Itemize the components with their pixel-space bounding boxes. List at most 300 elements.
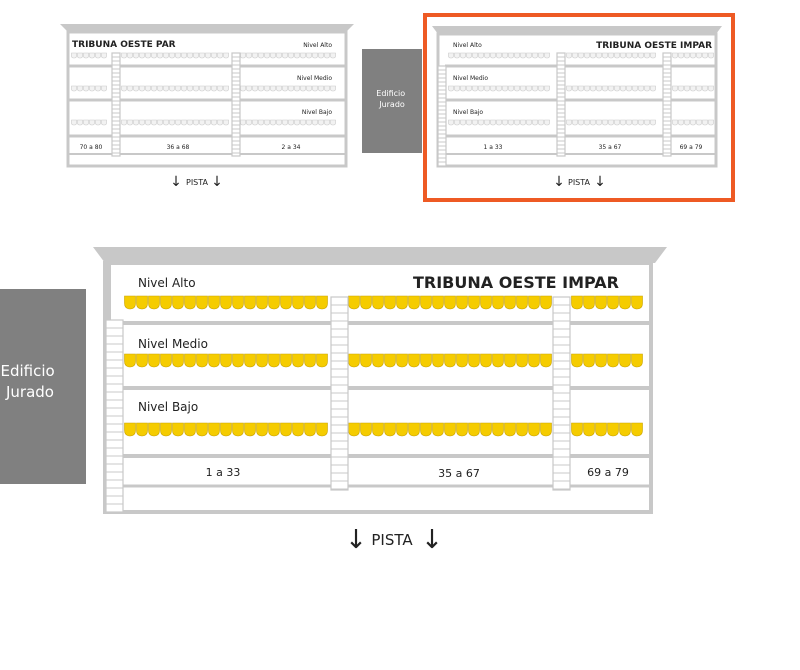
seat xyxy=(172,354,183,367)
seat xyxy=(541,296,552,309)
seat xyxy=(325,53,330,58)
seat xyxy=(639,53,644,58)
seat xyxy=(257,354,268,367)
seat xyxy=(283,53,288,58)
seat xyxy=(645,53,650,58)
seat xyxy=(584,423,595,436)
seat xyxy=(244,423,255,436)
seat xyxy=(691,86,696,91)
seat xyxy=(709,86,714,91)
seat xyxy=(259,86,264,91)
jury-building-line: Jurado xyxy=(379,100,405,109)
seat xyxy=(307,120,312,125)
seat xyxy=(515,53,520,58)
seat xyxy=(72,53,77,58)
seat xyxy=(627,86,632,91)
seat xyxy=(633,53,638,58)
seat xyxy=(206,86,211,91)
seat xyxy=(529,354,540,367)
seat xyxy=(409,423,420,436)
seat xyxy=(533,53,538,58)
seat xyxy=(244,296,255,309)
seat xyxy=(172,423,183,436)
seat xyxy=(212,86,217,91)
detail-view xyxy=(0,247,667,555)
seat xyxy=(627,120,632,125)
seat xyxy=(313,120,318,125)
seat xyxy=(295,86,300,91)
seat xyxy=(218,53,223,58)
seat xyxy=(467,53,472,58)
seat xyxy=(361,354,372,367)
seat xyxy=(206,53,211,58)
seat xyxy=(152,120,157,125)
seat xyxy=(277,53,282,58)
seat xyxy=(585,120,590,125)
seat xyxy=(128,86,133,91)
seat xyxy=(253,86,258,91)
seat xyxy=(281,423,292,436)
seat xyxy=(176,53,181,58)
seat xyxy=(146,86,151,91)
arrow-down-icon: ↓ xyxy=(553,174,565,190)
seat xyxy=(481,296,492,309)
level-label-alto: Nivel Alto xyxy=(138,276,196,290)
pista-label: PISTA xyxy=(186,178,208,187)
seat xyxy=(281,354,292,367)
seat xyxy=(96,53,101,58)
seat xyxy=(158,120,163,125)
seat xyxy=(385,296,396,309)
seat xyxy=(397,354,408,367)
seat xyxy=(194,120,199,125)
arrow-down-icon: ↓ xyxy=(211,174,223,190)
section-label: 2 a 34 xyxy=(281,144,301,151)
seat xyxy=(632,354,643,367)
seat xyxy=(361,423,372,436)
seat xyxy=(78,86,83,91)
seat xyxy=(461,86,466,91)
seat xyxy=(445,296,456,309)
seat xyxy=(579,86,584,91)
seat xyxy=(200,120,205,125)
seat xyxy=(289,53,294,58)
seat xyxy=(72,120,77,125)
seat xyxy=(277,86,282,91)
seat xyxy=(633,86,638,91)
seat xyxy=(134,53,139,58)
seat xyxy=(469,354,480,367)
seat xyxy=(208,296,219,309)
section-label: 69 a 79 xyxy=(587,466,629,479)
seat xyxy=(603,120,608,125)
seat xyxy=(539,53,544,58)
stand-title: TRIBUNA OESTE IMPAR xyxy=(412,273,619,292)
seat xyxy=(479,120,484,125)
seat xyxy=(305,354,316,367)
seat xyxy=(134,120,139,125)
overview-stand-par[interactable] xyxy=(60,24,354,190)
seat xyxy=(603,86,608,91)
seat xyxy=(188,86,193,91)
seat xyxy=(572,296,583,309)
seat xyxy=(269,296,280,309)
seat xyxy=(349,423,360,436)
seat xyxy=(220,354,231,367)
seat xyxy=(397,423,408,436)
seat xyxy=(373,423,384,436)
seat xyxy=(521,53,526,58)
seat xyxy=(515,86,520,91)
seat xyxy=(385,354,396,367)
section-label: 70 a 80 xyxy=(79,144,103,151)
seat xyxy=(545,53,550,58)
seat xyxy=(349,354,360,367)
seat xyxy=(90,53,95,58)
seat xyxy=(122,53,127,58)
seat xyxy=(385,423,396,436)
seat xyxy=(182,86,187,91)
seat-rows xyxy=(72,53,336,125)
seat xyxy=(621,53,626,58)
seat xyxy=(283,120,288,125)
seat xyxy=(455,86,460,91)
seat xyxy=(573,53,578,58)
level-label-medio: Nivel Medio xyxy=(453,75,488,82)
seat xyxy=(241,120,246,125)
seat xyxy=(241,86,246,91)
seat xyxy=(620,354,631,367)
seat xyxy=(609,53,614,58)
seat xyxy=(96,86,101,91)
seat xyxy=(84,53,89,58)
seat xyxy=(247,53,252,58)
seat xyxy=(208,423,219,436)
section-label: 1 a 33 xyxy=(205,466,241,479)
seat xyxy=(128,120,133,125)
seat xyxy=(172,296,183,309)
seat xyxy=(140,53,145,58)
seat xyxy=(697,120,702,125)
seat xyxy=(184,354,195,367)
seat xyxy=(455,120,460,125)
seat xyxy=(218,86,223,91)
seat xyxy=(136,423,147,436)
seat xyxy=(485,86,490,91)
seat xyxy=(277,120,282,125)
seat xyxy=(651,53,656,58)
seat xyxy=(397,296,408,309)
seat xyxy=(136,354,147,367)
seat xyxy=(497,120,502,125)
seat xyxy=(140,120,145,125)
seat xyxy=(148,354,159,367)
seat xyxy=(170,53,175,58)
seat xyxy=(473,120,478,125)
seat xyxy=(319,120,324,125)
seat xyxy=(457,423,468,436)
seat xyxy=(200,86,205,91)
seat xyxy=(584,354,595,367)
seat xyxy=(140,86,145,91)
seat xyxy=(208,354,219,367)
seat xyxy=(697,86,702,91)
stairs xyxy=(112,53,240,156)
seat xyxy=(615,86,620,91)
seat xyxy=(633,120,638,125)
seat xyxy=(697,53,702,58)
seat xyxy=(78,120,83,125)
overview-stand-impar[interactable] xyxy=(425,15,733,200)
seat xyxy=(164,86,169,91)
seat xyxy=(445,423,456,436)
seat xyxy=(621,120,626,125)
seat xyxy=(232,296,243,309)
seat xyxy=(709,120,714,125)
section-label: 35 a 67 xyxy=(598,144,622,151)
seat xyxy=(449,120,454,125)
seat xyxy=(331,86,336,91)
seat xyxy=(651,86,656,91)
seat xyxy=(265,86,270,91)
seat xyxy=(289,120,294,125)
seat xyxy=(473,53,478,58)
seat xyxy=(645,86,650,91)
jury-building-line: Edificio xyxy=(0,362,55,380)
seat xyxy=(170,120,175,125)
seat xyxy=(505,296,516,309)
seat xyxy=(259,53,264,58)
seat xyxy=(194,86,199,91)
seat xyxy=(491,53,496,58)
seat xyxy=(621,86,626,91)
seat xyxy=(541,354,552,367)
arrow-down-icon: ↓ xyxy=(345,525,367,555)
seat xyxy=(591,86,596,91)
seat xyxy=(301,120,306,125)
seat xyxy=(293,354,304,367)
seat xyxy=(527,120,532,125)
seat xyxy=(160,296,171,309)
roof xyxy=(93,247,667,263)
seat xyxy=(293,296,304,309)
seat xyxy=(461,120,466,125)
seat xyxy=(597,86,602,91)
seat xyxy=(313,86,318,91)
seat xyxy=(247,120,252,125)
seat xyxy=(579,120,584,125)
seat xyxy=(596,354,607,367)
seat xyxy=(591,120,596,125)
seat xyxy=(608,354,619,367)
seat xyxy=(573,86,578,91)
seat xyxy=(533,86,538,91)
seat xyxy=(331,53,336,58)
seat xyxy=(176,120,181,125)
seat xyxy=(319,86,324,91)
seat xyxy=(529,296,540,309)
seat xyxy=(196,423,207,436)
seat xyxy=(124,296,135,309)
seat xyxy=(673,120,678,125)
seat xyxy=(493,423,504,436)
seat xyxy=(212,120,217,125)
seat xyxy=(182,53,187,58)
seat xyxy=(691,120,696,125)
seat xyxy=(90,120,95,125)
seat xyxy=(283,86,288,91)
seat xyxy=(479,86,484,91)
seat xyxy=(527,53,532,58)
seat xyxy=(679,53,684,58)
level-label-bajo: Nivel Bajo xyxy=(453,109,484,116)
seat xyxy=(224,86,229,91)
seat xyxy=(271,120,276,125)
seat xyxy=(188,120,193,125)
seat xyxy=(136,296,147,309)
seat xyxy=(160,354,171,367)
seat xyxy=(632,423,643,436)
section-label: 35 a 67 xyxy=(438,467,480,480)
seat xyxy=(325,86,330,91)
seat xyxy=(257,296,268,309)
arrow-down-icon: ↓ xyxy=(170,174,182,190)
seat xyxy=(620,423,631,436)
seat xyxy=(313,53,318,58)
seat xyxy=(473,86,478,91)
seat xyxy=(349,296,360,309)
seat xyxy=(317,423,328,436)
seat xyxy=(685,120,690,125)
seat xyxy=(224,53,229,58)
seat xyxy=(469,296,480,309)
seat xyxy=(585,86,590,91)
seat xyxy=(269,423,280,436)
seat xyxy=(212,53,217,58)
seat xyxy=(128,53,133,58)
pista-label: PISTA xyxy=(568,178,590,187)
seat xyxy=(241,53,246,58)
section-label: 1 a 33 xyxy=(483,144,503,151)
seat xyxy=(539,86,544,91)
seat xyxy=(373,354,384,367)
seat xyxy=(164,53,169,58)
seat xyxy=(509,120,514,125)
seat xyxy=(679,120,684,125)
seat xyxy=(591,53,596,58)
seat xyxy=(182,120,187,125)
seat xyxy=(224,120,229,125)
seat xyxy=(608,296,619,309)
seat xyxy=(573,120,578,125)
seat xyxy=(295,53,300,58)
seat xyxy=(545,120,550,125)
seat xyxy=(409,296,420,309)
seat xyxy=(160,423,171,436)
seat xyxy=(122,120,127,125)
seat xyxy=(467,120,472,125)
seat xyxy=(497,53,502,58)
seat xyxy=(194,53,199,58)
seat xyxy=(102,120,107,125)
seat xyxy=(709,53,714,58)
seat xyxy=(596,296,607,309)
seat xyxy=(493,354,504,367)
seat xyxy=(148,423,159,436)
seat xyxy=(567,53,572,58)
seat xyxy=(433,354,444,367)
seat xyxy=(84,120,89,125)
seat xyxy=(597,53,602,58)
section-label: 69 a 79 xyxy=(679,144,703,151)
seat xyxy=(639,86,644,91)
seat xyxy=(449,86,454,91)
seat xyxy=(253,120,258,125)
level-label-bajo: Nivel Bajo xyxy=(301,109,332,116)
seat xyxy=(703,86,708,91)
seat xyxy=(307,86,312,91)
seat xyxy=(567,86,572,91)
seat xyxy=(232,354,243,367)
seat xyxy=(257,423,268,436)
seat xyxy=(421,423,432,436)
seat xyxy=(503,120,508,125)
seat xyxy=(639,120,644,125)
seat xyxy=(265,53,270,58)
seat xyxy=(421,354,432,367)
seat xyxy=(317,354,328,367)
seat xyxy=(271,86,276,91)
level-label-alto: Nivel Alto xyxy=(303,42,332,49)
jury-building-line: Jurado xyxy=(6,383,54,401)
seat xyxy=(433,296,444,309)
seat xyxy=(469,423,480,436)
seat xyxy=(301,86,306,91)
seat xyxy=(509,53,514,58)
seat xyxy=(184,296,195,309)
seat xyxy=(84,86,89,91)
seat xyxy=(271,53,276,58)
seat xyxy=(620,296,631,309)
seat xyxy=(78,53,83,58)
seat xyxy=(331,120,336,125)
seat xyxy=(146,120,151,125)
seat xyxy=(72,86,77,91)
seat xyxy=(253,53,258,58)
seat xyxy=(373,296,384,309)
seat xyxy=(457,354,468,367)
seat xyxy=(152,53,157,58)
seat xyxy=(102,53,107,58)
seat xyxy=(545,86,550,91)
seat xyxy=(220,423,231,436)
seat xyxy=(485,120,490,125)
seat xyxy=(244,354,255,367)
seat xyxy=(361,296,372,309)
seat xyxy=(200,53,205,58)
seat xyxy=(567,120,572,125)
seat xyxy=(293,423,304,436)
seat xyxy=(122,86,127,91)
arrow-down-icon: ↓ xyxy=(594,174,606,190)
seat xyxy=(703,53,708,58)
seat xyxy=(319,53,324,58)
seat xyxy=(152,86,157,91)
seat xyxy=(449,53,454,58)
seat xyxy=(461,53,466,58)
stand-title: TRIBUNA OESTE IMPAR xyxy=(596,41,712,51)
seat xyxy=(481,354,492,367)
